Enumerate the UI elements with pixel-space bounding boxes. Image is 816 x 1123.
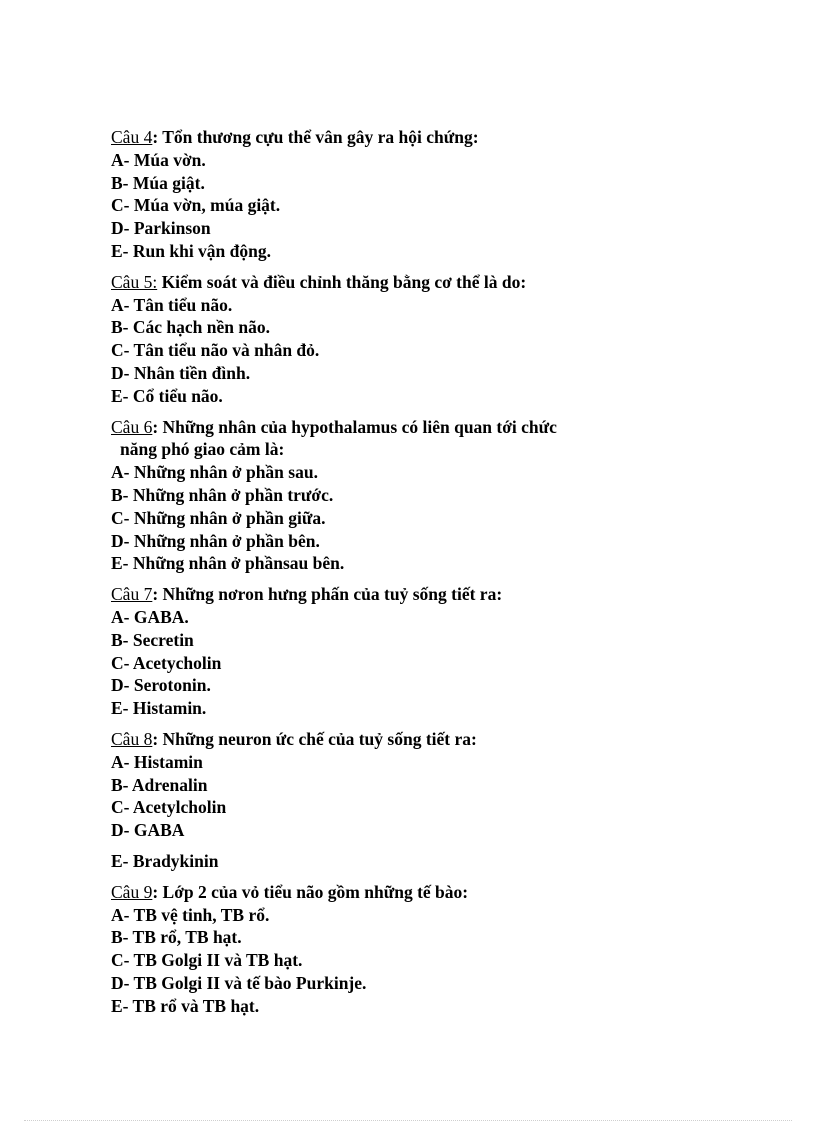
question-number: Câu 6 — [111, 416, 153, 437]
document-page — [111, 126, 711, 1017]
question-text: : Lớp 2 của vỏ tiểu não gồm những tế bào: — [152, 881, 469, 902]
question-5-stem — [111, 271, 711, 294]
question-text-continuation: năng phó giao cảm là: — [120, 439, 285, 460]
option-c: C- Acetycholin — [111, 652, 222, 673]
question-number: Câu 9 — [111, 881, 153, 902]
question-number: Câu 7 — [111, 584, 153, 605]
question-7 — [111, 583, 711, 720]
option-d: D- Những nhân ở phần bên. — [111, 530, 320, 551]
option-a: A- Những nhân ở phần sau. — [111, 462, 318, 483]
question-text: : Những neuron ức chế của tuỷ sống tiết ra: — [152, 728, 477, 749]
question-text: : Những nơron hưng phấn của tuỷ sống tiết ra: — [152, 584, 503, 605]
question-number: Câu 8 — [111, 728, 153, 749]
question-6 — [111, 416, 711, 576]
option-a: A- GABA. — [111, 606, 189, 627]
question-text: : Tổn thương cựu thể vân gây ra hội chứng: — [152, 127, 479, 147]
option-a: A- Múa vờn. — [111, 149, 206, 170]
option-c: C- Những nhân ở phần giữa. — [111, 507, 326, 528]
question-8-stem — [111, 728, 711, 751]
question-4-stem — [111, 126, 711, 149]
spacer — [111, 575, 711, 583]
spacer — [111, 842, 711, 850]
option-e: E- Histamin. — [111, 698, 207, 719]
option-d: D- Parkinson — [111, 218, 211, 239]
question-5 — [111, 271, 711, 408]
option-d: D- Nhân tiền đình. — [111, 362, 251, 383]
option-c: C- Tân tiểu não và nhân đỏ. — [111, 340, 320, 361]
spacer — [111, 408, 711, 416]
question-9 — [111, 881, 711, 1018]
option-e: E- Những nhân ở phầnsau bên. — [111, 553, 345, 574]
page-bottom-divider — [24, 1120, 792, 1121]
spacer — [111, 263, 711, 271]
option-b: B- Secretin — [111, 629, 194, 650]
question-4 — [111, 126, 711, 263]
question-7-stem — [111, 583, 711, 606]
option-e: E- Bradykinin — [111, 850, 219, 871]
question-9-stem — [111, 881, 711, 904]
option-d: D- TB Golgi II và tế bào Purkinje. — [111, 972, 367, 993]
spacer — [111, 720, 711, 728]
option-c: C- Acetylcholin — [111, 797, 227, 818]
option-c: C- Múa vờn, múa giật. — [111, 195, 281, 216]
question-text: : Những nhân của hypothalamus có liên quan tới chức — [152, 416, 557, 437]
question-number: Câu 5: — [111, 271, 158, 292]
option-b: B- Các hạch nền não. — [111, 317, 270, 338]
question-text: Kiểm soát và điều chỉnh thăng bằng cơ thể là do: — [157, 271, 527, 292]
option-b: B- Adrenalin — [111, 774, 208, 795]
spacer — [111, 873, 711, 881]
option-d: D- Serotonin. — [111, 675, 211, 696]
option-d: D- GABA — [111, 820, 185, 841]
option-e: E- TB rổ và TB hạt. — [111, 995, 260, 1016]
option-c: C- TB Golgi II và TB hạt. — [111, 950, 303, 971]
question-number: Câu 4 — [111, 127, 153, 147]
question-8 — [111, 728, 711, 873]
option-a: A- Histamin — [111, 751, 203, 772]
option-b: B- Múa giật. — [111, 172, 205, 193]
option-e: E- Run khi vận động. — [111, 240, 272, 261]
option-a: A- TB vệ tinh, TB rổ. — [111, 904, 270, 925]
option-a: A- Tân tiểu não. — [111, 294, 233, 315]
option-b: B- TB rổ, TB hạt. — [111, 927, 242, 948]
question-6-stem — [111, 416, 711, 462]
option-b: B- Những nhân ở phần trước. — [111, 484, 334, 505]
option-e: E- Cổ tiểu não. — [111, 385, 223, 406]
